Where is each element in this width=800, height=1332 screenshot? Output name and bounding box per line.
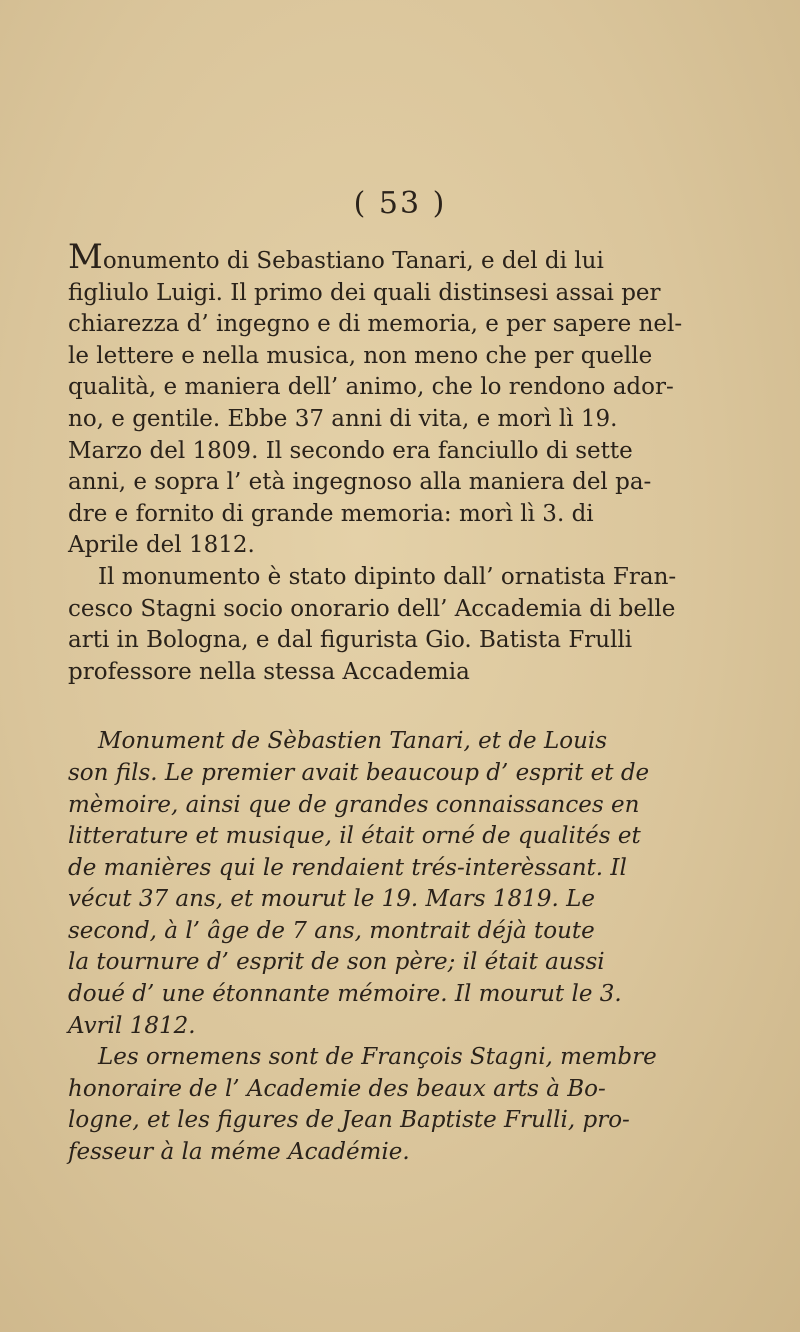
italian-text (68, 237, 750, 688)
french-line: Avril 1812. (68, 1012, 196, 1039)
italian-line: Marzo del 1809. Il secondo era fanciullo di sette (68, 437, 633, 464)
italian-line: professore nella stessa Accademia (68, 658, 470, 685)
french-line: la tournure d’ esprit de son père; il était aussi (68, 949, 605, 976)
french-line: Les ornemens sont de François Stagni, membre (98, 1044, 657, 1071)
italian-line: arti in Bologna, e dal figurista Gio. Batista Frulli (68, 627, 633, 654)
italian-line: qualità, e maniera dell’ animo, che lo rendono ador- (68, 374, 674, 401)
italian-line: Aprile del 1812. (68, 532, 255, 559)
french-line: second, à l’ âge de 7 ans, montrait déjà toute (68, 917, 595, 944)
french-line: fesseur à la méme Académie. (68, 1139, 410, 1166)
french-line: honoraire de l’ Academie des beaux arts à Bo- (68, 1075, 606, 1102)
italian-line: dre e fornito di grande memoria: morì lì 3. di (68, 500, 594, 527)
italian-line: Il monumento è stato dipinto dall’ ornatista Fran- (98, 563, 677, 590)
italian-line: anni, e sopra l’ età ingegnoso alla maniera del pa- (68, 469, 652, 496)
french-line: vécut 37 ans, et mourut le 19. Mars 1819. Le (68, 886, 595, 913)
first-line-text: onumento di Sebastiano Tanari, e del di lui (102, 248, 604, 274)
french-text (68, 726, 750, 1168)
page-content (68, 237, 750, 1169)
italian-line: figliulo Luigi. Il primo dei quali distinsesi assai per (68, 279, 661, 306)
italian-line (68, 237, 750, 278)
french-line: logne, et les figures de Jean Baptiste Frulli, pro- (68, 1107, 630, 1134)
italian-line: chiarezza d’ ingegno e di memoria, e per sapere nel- (68, 311, 683, 338)
french-line: de manières qui le rendaient trés-interèssant. Il (68, 854, 627, 881)
french-line: mèmoire, ainsi que de grandes connaissances en (68, 791, 640, 818)
french-line: son fils. Le premier avait beaucoup d’ esprit et de (68, 759, 650, 786)
drop-cap: M (68, 237, 103, 277)
french-line: doué d’ une étonnante mémoire. Il mourut le 3. (68, 981, 622, 1008)
italian-line: cesco Stagni socio onorario dell’ Accademia di belle (68, 595, 676, 622)
page-number: ( 53 ) (353, 186, 447, 221)
italian-line: le lettere e nella musica, non meno che per quelle (68, 342, 653, 369)
italian-line: no, e gentile. Ebbe 37 anni di vita, e morì lì 19. (68, 405, 618, 432)
french-line: Monument de Sèbastien Tanari, et de Louis (98, 728, 608, 755)
french-line: litterature et musique, il était orné de qualités et (68, 823, 641, 850)
